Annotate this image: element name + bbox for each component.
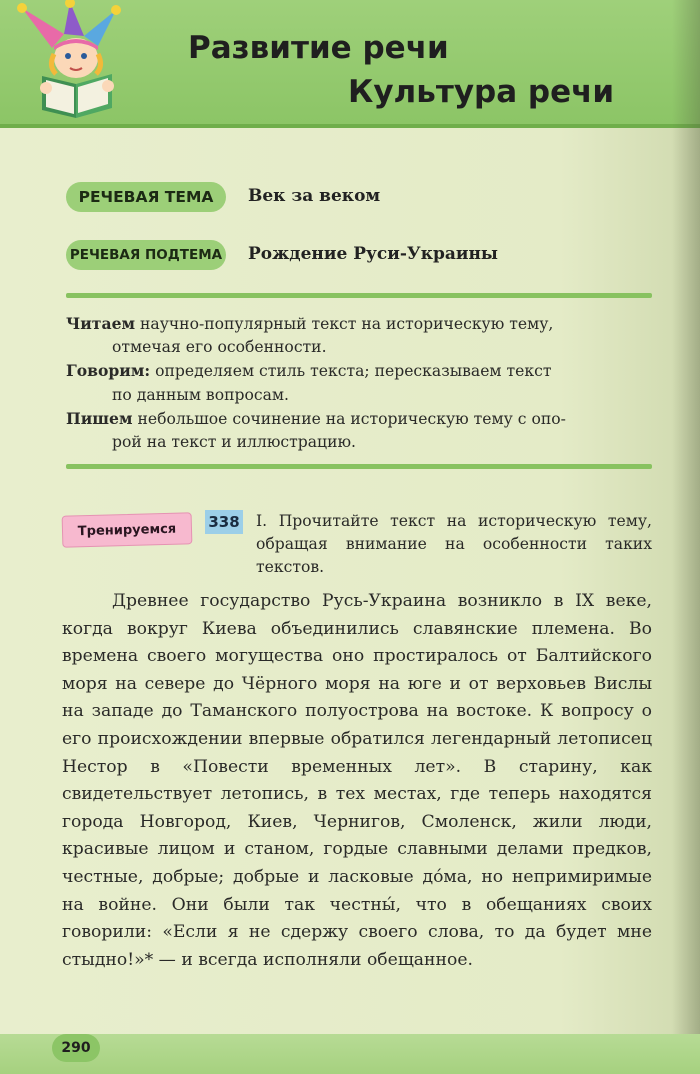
goal-write (66, 407, 654, 454)
section-divider-top (66, 293, 652, 298)
reading-paragraph: Древнее государство Русь-Украина возникло в IX веке, когда вокруг Киева объединились славянские племена. Во времена своего могущества оно простиралось от Балтийского моря на севере до Чёрного моря на юге и от верховьев Вислы на западе до Таманского полуострова на востоке. К вопросу о его происхождении впервые обратился легендарный летописец Нестор в «Повести временных лет». В старину, как свидетельствует летопись, в тех местах, где теперь находятся города Новгород, Киев, Чернигов, Смоленск, жили люди, красивые лицом и станом, гордые славными делами предков, честные, добрые; добрые и ласковые до́ма, но непримиримые на войне. Они были так честны́, что в обещаниях своих говорили: «Если я не сдержу своего слова, то да будет мне стыдно!»* — и всегда исполняли обещанное. (62, 591, 652, 970)
goal-speak (66, 359, 654, 406)
goal-verb: Читаем (66, 314, 136, 333)
header-divider (0, 124, 700, 128)
footer-band (0, 1034, 700, 1074)
exercise-number: 338 (205, 510, 243, 534)
goal-verb: Говорим: (66, 361, 151, 381)
goal-read (66, 312, 654, 359)
goal-verb: Пишем (66, 408, 133, 428)
jester-reading-book-icon (12, 0, 152, 120)
goal-text: небольшое сочинение на историческую тему с опо- (132, 409, 566, 428)
page-title-line2: Культура речи (348, 74, 615, 110)
speech-subtheme-value: Рождение Руси-Украины (248, 244, 498, 264)
page-title-line1: Развитие речи (188, 30, 449, 66)
speech-theme-label: РЕЧЕВАЯ ТЕМА (66, 182, 226, 212)
practice-badge: Тренируемся (62, 512, 193, 547)
page-edge-shadow (672, 0, 700, 1074)
speech-subtheme-label: РЕЧЕВАЯ ПОДТЕМА (66, 240, 226, 270)
goal-text: научно-популярный текст на историческую тему, (135, 315, 554, 333)
speech-theme-value: Век за веком (248, 186, 381, 206)
lesson-goals (66, 312, 654, 454)
goal-continuation: рой на текст и иллюстрацию. (112, 433, 357, 452)
exercise-task: I. Прочитайте текст на историческую тему, обращая внимание на особенности таких текстов. (256, 512, 652, 576)
goal-continuation: отмечая его особенности. (112, 338, 327, 357)
goal-text: определяем стиль текста; пересказываем текст (150, 362, 552, 381)
page-number: 290 (52, 1034, 100, 1062)
goal-continuation: по данным вопросам. (112, 385, 289, 404)
reading-text (62, 588, 652, 974)
section-divider-bottom (66, 464, 652, 469)
